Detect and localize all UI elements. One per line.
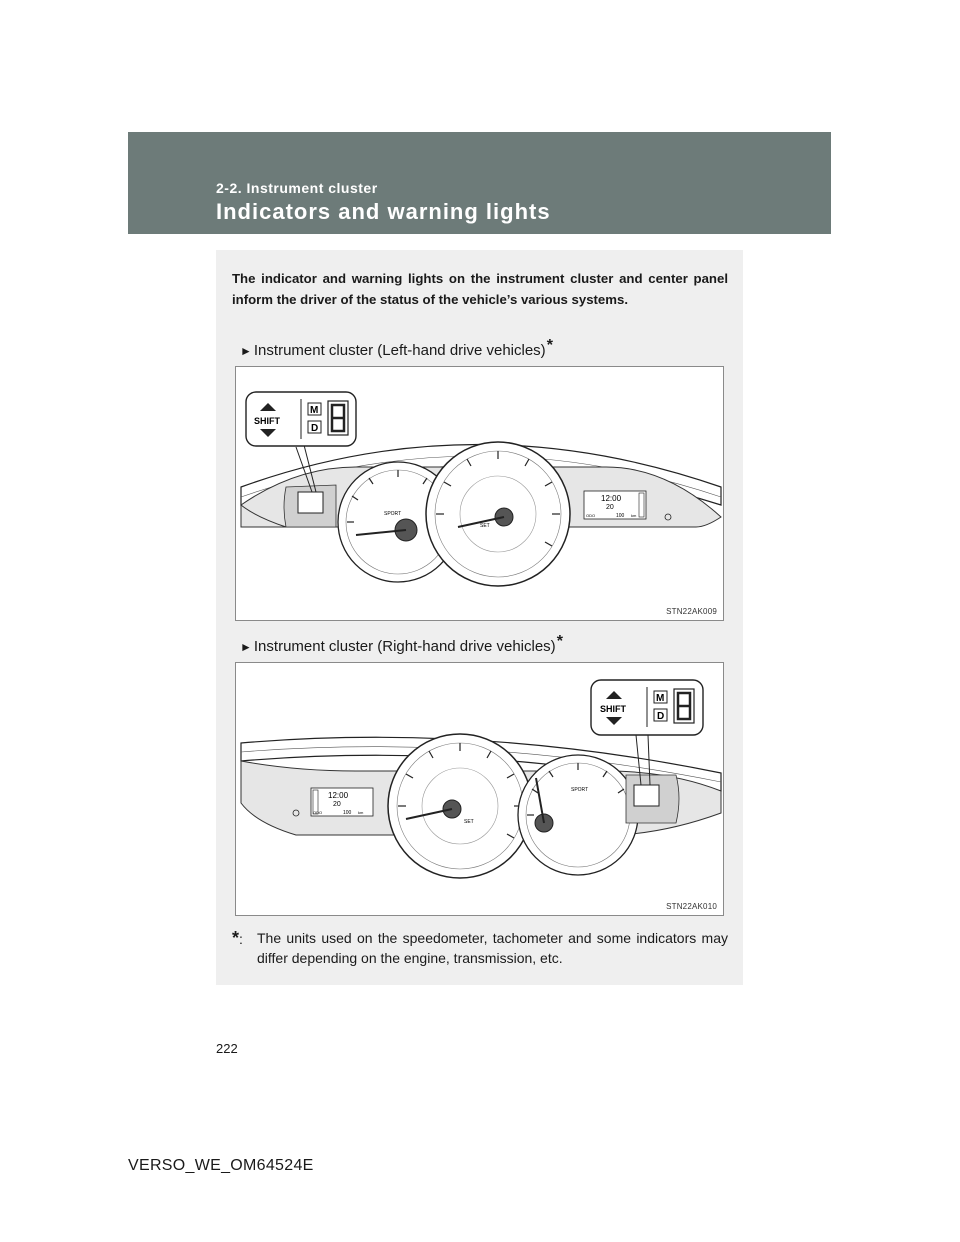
- tacho-label: SPORT: [384, 511, 402, 517]
- display-clock: 12:00: [601, 494, 622, 503]
- figure-code: STN22AK009: [666, 607, 717, 616]
- caption-text: Instrument cluster (Left-hand drive vehicles): [253, 342, 546, 359]
- footnote-mark: *:: [232, 928, 243, 948]
- figure-code: STN22AK010: [666, 902, 717, 911]
- cluster-illustration-lhd: [236, 367, 723, 620]
- figure-caption-rhd: [240, 633, 563, 656]
- display-odo-label: ODO: [313, 810, 323, 815]
- right-triangle-icon: ►: [240, 344, 252, 358]
- footnote-text: The units used on the speedometer, tachometer and some indicators may differ depending on the engine, transmission, etc.: [257, 930, 728, 966]
- display-temperature: 20: [333, 801, 341, 808]
- shift-indicator-location: [634, 785, 659, 806]
- cluster-illustration-rhd: [236, 663, 723, 915]
- caption-text: Instrument cluster (Right-hand drive vehicles): [253, 638, 556, 655]
- display-odo-unit: km: [631, 513, 637, 518]
- tachometer: [518, 755, 638, 875]
- page-number: 222: [216, 1041, 238, 1056]
- display-temperature: 20: [606, 504, 614, 511]
- page-title: Indicators and warning lights: [216, 199, 551, 224]
- asterisk: *: [556, 633, 563, 650]
- figure-rhd: [235, 662, 724, 916]
- shift-label: SHIFT: [254, 416, 280, 426]
- asterisk: *: [546, 337, 553, 354]
- document-code: VERSO_WE_OM64524E: [128, 1157, 314, 1174]
- figure-caption-lhd: [240, 337, 553, 360]
- gear-d: D: [657, 711, 665, 722]
- display-odo-value: 100: [616, 513, 625, 519]
- display-odo-value: 100: [343, 810, 352, 816]
- shift-indicator-location: [298, 492, 323, 513]
- section-label: 2-2. Instrument cluster: [216, 180, 378, 196]
- shift-label: SHIFT: [600, 704, 626, 714]
- right-triangle-icon: ►: [240, 640, 252, 654]
- display-clock: 12:00: [328, 791, 349, 800]
- figure-lhd: [235, 366, 724, 621]
- gear-m: M: [310, 405, 319, 416]
- speedo-label: SET: [480, 523, 490, 529]
- tacho-label: SPORT: [571, 787, 589, 793]
- footnote: [232, 928, 728, 968]
- display-odo-label: ODO: [586, 513, 596, 518]
- intro-text: The indicator and warning lights on the instrument cluster and center panel inform the driver of the status of the vehicle’s various systems.: [232, 271, 728, 307]
- gear-m: M: [656, 693, 665, 704]
- display-odo-unit: km: [358, 810, 364, 815]
- gear-d: D: [311, 423, 319, 434]
- speedo-label: SET: [464, 819, 474, 825]
